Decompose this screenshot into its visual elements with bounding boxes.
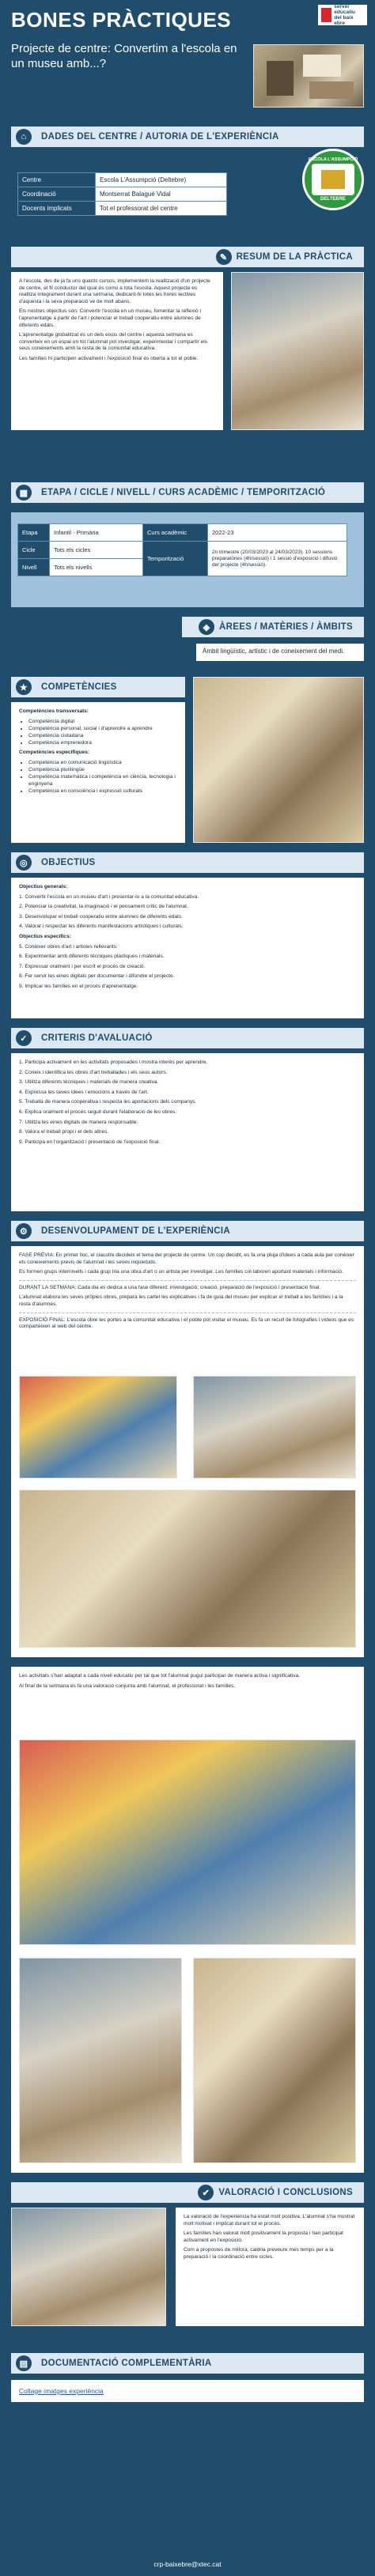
checklist-icon: ✓ (16, 1030, 32, 1046)
school-icon: ⌂ (16, 129, 32, 145)
list-item: • Competència digital (28, 719, 177, 726)
footer-email[interactable]: crp-baixebre@xtec.cat (153, 2560, 222, 2568)
desenvolupament-paragraph: L'alumnat elabora les seves pròpies obres, prepara les cartel·les explicatives i fa de guia del museu per explicar el treball a les famílies i a la resta d'alumnes. (19, 1294, 343, 1307)
logo-text-line1: servei (334, 4, 350, 9)
header (0, 0, 375, 117)
competencies-icon: ★ (16, 679, 32, 695)
collage-link[interactable]: Collage imatges experiència (19, 2386, 104, 2395)
section-competencies (11, 677, 185, 697)
badge-top-text: ESCOLA L'ASSUMPCIÓ (308, 157, 358, 162)
list-item: • Competència plurilingüe (28, 767, 177, 774)
competencies-subtitle: Competències transversals: (19, 708, 89, 714)
table-cell-value: Escola L'Assumpció (Deltebre) (96, 173, 227, 187)
list-item: 7. Utilitza les eines digitals de manera responsable. (19, 1119, 138, 1125)
list-item: 5. Treballa de manera cooperativa i respecta les aportacions dels companys. (19, 1099, 197, 1105)
badge-bottom-text: DELTEBRE (320, 197, 346, 202)
resum-paragraph: L'aprenentatge globalitzat és un dels eixos del centre i aquesta setmana es converteix en un espai on tot l'alumnat pot investigar, experimentar i compartir els seus coneixements amb la resta de la comunitat educativa. (19, 332, 208, 352)
desenvolupament-photo-6 (193, 1958, 356, 2163)
list-item: 4. Expressa les seves idees i emocions a través de l'art. (19, 1089, 149, 1095)
footer (0, 2552, 375, 2576)
logo-text-line2: educatiu (334, 9, 356, 15)
valoracio-paragraph: Les famílies han valorat molt positivament la proposta i han participat activament en l'exposició. (184, 2230, 343, 2243)
section-valoracio (11, 2182, 364, 2203)
resum-photo (231, 272, 364, 430)
desenvolupament-photo-3 (19, 1490, 356, 1648)
table-cell-key: Docents implicats (18, 202, 96, 216)
list-item: 1. Convertir l'escola en un museu d'art i presentar-lo a la comunitat educativa. (19, 893, 199, 900)
list-item: • Competència personal, social i d'aprendre a aprendre (28, 726, 177, 733)
list-item: 9. Implicar les famílies en el procés d'aprenentatge. (19, 983, 138, 989)
areas-icon: ◈ (199, 619, 214, 635)
competencies-panel (11, 702, 185, 843)
list-item: 3. Utilitza diferents tècniques i materials de manera creativa. (19, 1079, 159, 1086)
list-item: • Competència ciutadana (28, 733, 177, 740)
desenvolupament-paragraph: Es formen grups internivells i cada grup tria una obra d'art o un artista per investigar. Les famílies col·laboren aportant materials i informació. (19, 1269, 343, 1275)
section-resum (11, 247, 364, 267)
resum-paragraph: Els nostres objectius són: Convertir l'escola en un museu, fomentar la reflexió i l'aprenentatge a partir de l'art i potenciar el treball cooperatiu entre alumnes de diferents edats. (19, 308, 201, 328)
table-row (18, 524, 347, 542)
resum-panel (11, 272, 223, 430)
list-item: 7. Expressar oralment i per escrit el procés de creació. (19, 963, 146, 969)
desenvolupament-photo-2 (193, 1376, 356, 1479)
table-cell-key: Curs acadèmic (143, 524, 208, 542)
objectius-subtitle: Objectius generals: (19, 884, 68, 890)
section-title: VALORACIÓ I CONCLUSIONS (218, 2188, 353, 2197)
list-item: 8. Fer servir les eines digitals per documentar i difondre el projecte. (19, 973, 175, 980)
table-row (18, 542, 347, 559)
desenvolupament-paragraph: EXPOSICIÓ FINAL: L'escola obre les portes a la comunitat educativa i el poble pot visitar el museu. Es fa un recull de fotografies i vídeos que es comparteixen al web del centre. (19, 1316, 354, 1330)
page-title: BONES PRÀCTIQUES (11, 8, 232, 32)
section-title: DOCUMENTACIÓ COMPLEMENTÀRIA (41, 2359, 212, 2368)
objectius-panel (11, 878, 364, 1018)
desenvolupament-photo-1 (19, 1376, 177, 1479)
list-item: • Competència en comunicació lingüística (28, 760, 177, 767)
table-cell-value: Montserrat Balagué Vidal (96, 187, 227, 202)
section-desenvolupament (11, 1221, 364, 1241)
resum-paragraph: A l'escola, des de ja fa uns quants cursos, implementem la realització d'un projecte de centre, el fil conductor del qual és comú a tota l'escola. Aquest projecte es realitza íntegrament durant una setmana, dedicant-hi totes les hores lectives d'aquesta i la seva preparació ve de molt abans. (19, 278, 210, 304)
resum-paragraph: Les famílies hi participen activament i l'exposició final és oberta a tot el poble. (19, 355, 199, 361)
table-cell-value: Tots els nivells (50, 559, 143, 576)
table-row (18, 187, 227, 202)
section-title: COMPETÈNCIES (41, 682, 117, 692)
table-cell-key: Coordinació (18, 187, 96, 202)
target-icon: ◎ (16, 855, 32, 871)
section-objectius (11, 852, 364, 873)
table-cell-value: Tot el professorat del centre (96, 202, 227, 216)
competencies-list (28, 719, 177, 747)
table-cell-value: Tots els cicles (50, 542, 143, 559)
section-title: ÀREES / MATÈRIES / ÀMBITS (219, 622, 353, 632)
competencies-subtitle: Competències específiques: (19, 750, 90, 756)
header-photo (253, 44, 364, 108)
valoracio-photo (11, 2208, 166, 2326)
centre-table (17, 172, 227, 216)
servei-educatiu-logo (318, 5, 367, 25)
table-cell-value: 2n trimestre (20/03/2023 al 24/03/2023). 10 sessions preparatòries (4h/sessió) i 1 sessió d'exposició i difusió del projecte (4h/sessió). (208, 542, 347, 576)
desenvolupament-paragraph: Al final de la setmana es fa una valoració conjunta amb l'alumnat, el professorat i les famílies. (19, 1683, 236, 1689)
list-item: • Competència matemàtica i competència en ciència, tecnologia i enginyeria (28, 774, 177, 788)
etapa-table (17, 523, 347, 576)
desenvolupament-paragraph: DURANT LA SETMANA: Cada dia es dedica a una fase diferent: investigació, creació, preparació de l'exposició i presentació final. (19, 1284, 321, 1290)
desenvolupament-paragraph: Les activitats s'han adaptat a cada nivell educatiu per tal que tot l'alumnat pugui participar de manera activa i significativa. (19, 1673, 301, 1679)
calendar-icon: ▦ (16, 485, 32, 500)
list-item: • Competència en consciència i expressió culturals (28, 788, 177, 795)
summary-icon: ✎ (216, 249, 232, 265)
list-item: 1. Participa activament en les activitats proposades i mostra interès per aprendre. (19, 1059, 208, 1065)
conclusions-icon: ✔ (198, 2185, 214, 2200)
section-etapa (11, 482, 364, 503)
desenvolupament-photo-4 (19, 1739, 356, 1945)
desenvolupament-photo-5 (19, 1958, 182, 2163)
table-row (18, 173, 227, 187)
process-icon: ⚙ (16, 1223, 32, 1239)
table-cell-value: Infantil - Primària (50, 524, 143, 542)
table-cell-key: Centre (18, 173, 96, 187)
section-title: CRITERIS D'AVALUACIÓ (41, 1033, 153, 1043)
table-cell-key: Cicle (18, 542, 50, 559)
section-title: RESUM DE LA PRÀCTICA (236, 252, 353, 262)
logo-text-line3: del baix ebre (334, 15, 354, 26)
section-title: DESENVOLUPAMENT DE L'EXPERIÈNCIA (41, 1226, 230, 1236)
school-badge (302, 149, 364, 210)
table-cell-key: Nivell (18, 559, 50, 576)
desenvolupament-paragraph: FASE PRÈVIA: En primer lloc, el claustre decideix el tema del projecte de centre. Un cop decidit, es fa una pluja d'idees a cada aula per conèixer els coneixements previs de l'alumnat i les seves inquietuds. (19, 1252, 354, 1265)
valoracio-paragraph: La valoració de l'experiència ha estat molt positiva. L'alumnat s'ha mostrat molt motivat i implicat durant tot el procés. (184, 2214, 355, 2227)
table-cell-value: 2022-23 (208, 524, 347, 542)
section-arees (182, 617, 364, 637)
list-item: 2. Potenciar la creativitat, la imaginació i el pensament crític de l'alumnat. (19, 904, 188, 910)
list-item: 9. Participa en l'organització i presentació de l'exposició final. (19, 1139, 161, 1145)
table-cell-key: Etapa (18, 524, 50, 542)
section-criteris (11, 1028, 364, 1048)
section-documentacio (11, 2353, 364, 2374)
valoracio-paragraph: Com a propostes de millora, caldria preveure més temps per a la preparació i la coordinació entre cicles. (184, 2247, 334, 2260)
document-icon: ▤ (16, 2355, 32, 2371)
list-item: 4. Valorar i respectar les diferents manifestacions artístiques i culturals. (19, 924, 184, 930)
list-item: 8. Valora el treball propi i el dels altres. (19, 1129, 109, 1135)
competencies-photo (193, 677, 364, 843)
valoracio-panel (176, 2208, 364, 2326)
list-item: 2. Coneix i identifica les obres d'art treballades i els seus autors. (19, 1069, 168, 1075)
objectius-subtitle: Objectius específics: (19, 933, 71, 939)
ambit-value: Àmbit lingüístic, artístic i de coneixement del medi. (196, 644, 364, 661)
table-cell-key: Temporització (143, 542, 208, 576)
section-title: ETAPA / CICLE / NIVELL / CURS ACADÈMIC / TEMPORITZACIÓ (41, 488, 326, 497)
section-title: DADES DEL CENTRE / AUTORIA DE L'EXPERIÈNCIA (41, 132, 279, 142)
criteris-panel (11, 1053, 364, 1211)
list-item: 6. Experimentar amb diferents tècniques plàstiques i materials. (19, 954, 165, 960)
list-item: • Competència emprenedora (28, 740, 177, 747)
logo-mark-icon (321, 8, 331, 22)
list-item: 6. Explica oralment el procés seguit durant l'elaboració de les obres. (19, 1109, 177, 1115)
table-row (18, 202, 227, 216)
documentacio-panel (11, 2380, 364, 2402)
section-title: OBJECTIUS (41, 858, 96, 867)
list-item: 5. Conèixer obres d'art i artistes rellevants. (19, 943, 118, 950)
section-dades (11, 127, 364, 147)
page-subtitle: Projecte de centre: Convertim a l'escola en un museu amb...? (11, 42, 237, 70)
badge-emblem-icon (312, 164, 354, 195)
list-item: 3. Desenvolupar el treball cooperatiu entre alumnes de diferents edats. (19, 913, 184, 920)
competencies-list (28, 760, 177, 795)
